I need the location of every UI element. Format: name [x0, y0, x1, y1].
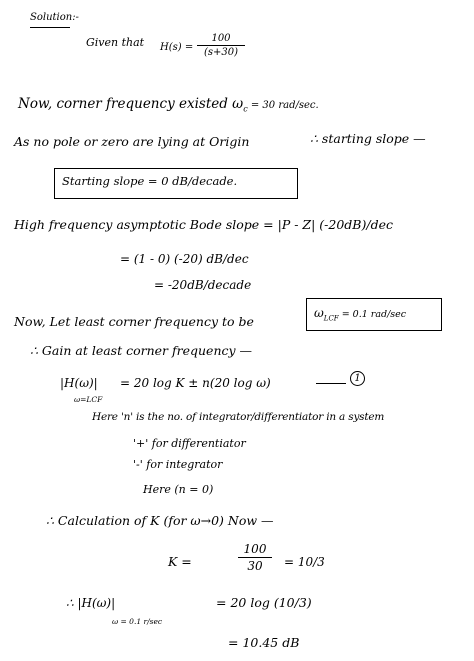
equation-ref-line	[316, 383, 346, 384]
corner-frequency-text: Now, corner frequency existed ω	[18, 96, 244, 112]
explanation-plus: '+' for differentiator	[133, 437, 246, 450]
least-corner-frequency-text: Now, Let least corner frequency to be	[14, 314, 254, 329]
equation-ref-circle: 1	[350, 371, 365, 386]
corner-frequency-value: = 30 rad/sec.	[247, 100, 319, 111]
given-text: Given that	[86, 36, 145, 49]
tf-numerator: 100	[197, 33, 245, 46]
final-gain-rhs: = 20 log (10/3)	[216, 595, 312, 610]
corner-frequency-line	[18, 98, 319, 114]
explanation-minus: '-' for integrator	[133, 458, 223, 471]
explanation-n-zero: Here (n = 0)	[143, 483, 214, 496]
starting-slope-result: Starting slope = 0 dB/decade.	[62, 174, 238, 188]
explanation-n: Here 'n' is the no. of integrator/differentiator in a system	[92, 411, 385, 423]
k-numerator: 100	[238, 542, 272, 558]
lcf-omega: ω	[314, 306, 324, 320]
least-corner-frequency-value	[314, 307, 406, 322]
heading-underline	[30, 27, 70, 28]
slope-step-1: = (1 - 0) (-20) dB/dec	[120, 252, 249, 266]
final-gain-sub: ω = 0.1 r/sec	[112, 617, 163, 626]
slope-step-2: = -20dB/decade	[154, 278, 252, 292]
k-result: = 10/3	[284, 555, 325, 569]
tf-denominator: (s+30)	[203, 47, 239, 58]
lcf-sub: LCF	[323, 314, 339, 323]
lcf-value: = 0.1 rad/sec	[338, 309, 407, 320]
gain-heading: ∴ Gain at least corner frequency —	[30, 343, 253, 358]
solution-heading: Solution:-	[30, 12, 79, 23]
k-fraction	[238, 542, 272, 573]
gain-rhs: = 20 log K ± n(20 log ω)	[120, 376, 271, 390]
gain-lhs: |H(ω)|	[60, 376, 98, 390]
k-denominator: 30	[247, 559, 263, 573]
final-gain-result: = 10.45 dB	[228, 635, 300, 650]
transfer-function-lhs: H(s) =	[160, 42, 194, 53]
origin-statement: As no pole or zero are lying at Origin	[14, 134, 250, 149]
high-frequency-slope: High frequency asymptotic Bode slope = |P - Z| (-20dB)/dec	[14, 217, 393, 232]
k-lhs: K =	[168, 554, 192, 569]
calculation-of-k: ∴ Calculation of K (for ω→0) Now —	[46, 513, 274, 528]
final-gain-lhs: ∴ |H(ω)|	[66, 596, 116, 610]
starting-slope-lead: ∴ starting slope —	[310, 131, 426, 146]
transfer-function-fraction	[197, 33, 245, 58]
corner-frequency-sub: c	[243, 104, 248, 114]
gain-lhs-sub: ω=LCF	[74, 395, 103, 404]
